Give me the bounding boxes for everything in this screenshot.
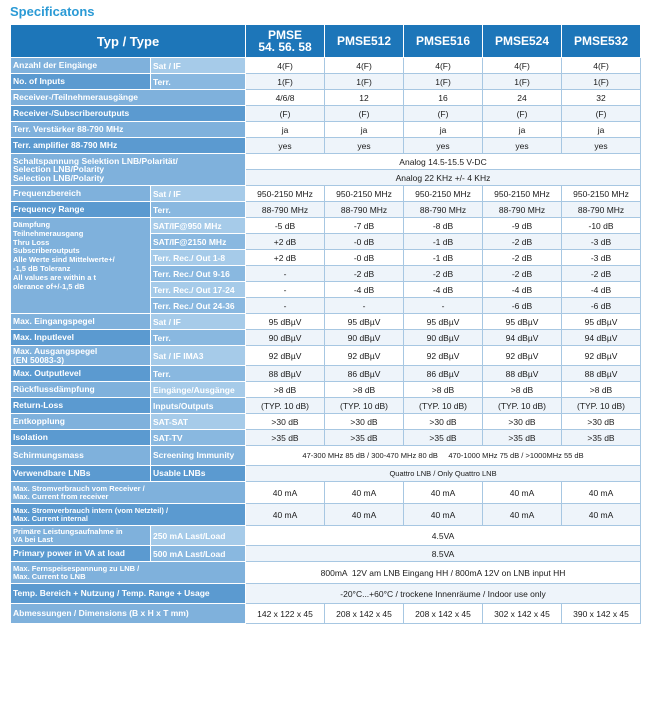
cell: (F) xyxy=(404,106,483,122)
header-row xyxy=(11,25,641,58)
row-label: Rückflussdämpfung xyxy=(11,382,151,398)
cell: 4(F) xyxy=(246,58,325,74)
cell: 92 dBµV xyxy=(246,346,325,366)
cell: 40 mA xyxy=(404,504,483,526)
row-label: Max. Fernspeisespannung zu LNB / Max. Current to LNB xyxy=(11,562,246,584)
row-sublabel: Sat / IF xyxy=(151,186,246,202)
cell: 4(F) xyxy=(562,58,641,74)
row-label: Isolation xyxy=(11,430,151,446)
row-label: Max. Inputlevel xyxy=(11,330,151,346)
cell: >30 dB xyxy=(246,414,325,430)
cell: >30 dB xyxy=(483,414,562,430)
cell: 92 dBµV xyxy=(325,346,404,366)
cell: 208 x 142 x 45 xyxy=(325,604,404,624)
table-row xyxy=(11,466,641,482)
cell: 95 dBµV xyxy=(246,314,325,330)
cell: 16 xyxy=(404,90,483,106)
row-label: Abmessungen / Dimensions (B x H x T mm) xyxy=(11,604,246,624)
cell: 302 x 142 x 45 xyxy=(483,604,562,624)
cell: -6 dB xyxy=(483,298,562,314)
cell: Analog 14.5-15.5 V-DC xyxy=(246,154,641,170)
row-sublabel: Sat / IF IMA3 xyxy=(151,346,246,366)
cell: - xyxy=(404,298,483,314)
cell: yes xyxy=(562,138,641,154)
cell: 40 mA xyxy=(562,482,641,504)
row-sublabel: Terr. Rec./ Out 24-36 xyxy=(151,298,246,314)
cell: 4.5VA xyxy=(246,526,641,546)
cell: -2 dB xyxy=(562,266,641,282)
cell: 40 mA xyxy=(325,504,404,526)
cell: 800mA 12V am LNB Eingang HH / 800mA 12V on LNB input HH xyxy=(246,562,641,584)
row-label: Schaltspannung Selektion LNB/Polarität/ Selection LNB/Polarity Selection LNB/Polarity xyxy=(11,154,246,186)
row-sublabel: SAT/IF@950 MHz xyxy=(151,218,246,234)
row-sublabel: Sat / IF xyxy=(151,58,246,74)
table-row xyxy=(11,382,641,398)
row-label: Receiver-/Subscriberoutputs xyxy=(11,106,246,122)
model-header-pmse: PMSE 54. 56. 58 xyxy=(246,25,325,58)
row-sublabel: 250 mA Last/Load xyxy=(151,526,246,546)
cell: >35 dB xyxy=(325,430,404,446)
cell: 4(F) xyxy=(404,58,483,74)
row-sublabel: Usable LNBs xyxy=(151,466,246,482)
table-row xyxy=(11,526,641,546)
cell: 12 xyxy=(325,90,404,106)
cell: 1(F) xyxy=(404,74,483,90)
row-label: Anzahl der Eingänge xyxy=(11,58,151,74)
cell: 88 dBµV xyxy=(483,366,562,382)
cell: >35 dB xyxy=(404,430,483,446)
table-row xyxy=(11,154,641,170)
table-row xyxy=(11,90,641,106)
model-header-pmse524: PMSE524 xyxy=(483,25,562,58)
model-header-pmse512: PMSE512 xyxy=(325,25,404,58)
model-header-pmse516: PMSE516 xyxy=(404,25,483,58)
row-sublabel: SAT-SAT xyxy=(151,414,246,430)
row-sublabel: Eingänge/Ausgänge xyxy=(151,382,246,398)
cell: 88-790 MHz xyxy=(246,202,325,218)
row-label: Terr. amplifier 88-790 MHz xyxy=(11,138,246,154)
cell: (TYP. 10 dB) xyxy=(562,398,641,414)
table-row xyxy=(11,446,641,466)
table-row xyxy=(11,562,641,584)
row-sublabel: Terr. Rec./ Out 9-16 xyxy=(151,266,246,282)
cell: -10 dB xyxy=(562,218,641,234)
cell: >8 dB xyxy=(325,382,404,398)
cell: 92 dBµV xyxy=(404,346,483,366)
cell: 88-790 MHz xyxy=(483,202,562,218)
row-label: Dämpfung Teilnehmerausgang Thru Loss Subscriberoutputs Alle Werte sind Mittelwerte+/ -1,5 dB Toleranz All values are within a t olerance of+/-1,5 dB xyxy=(11,218,151,314)
cell: ja xyxy=(246,122,325,138)
cell: 4/6/8 xyxy=(246,90,325,106)
cell: -1 dB xyxy=(404,250,483,266)
cell: 92 dBµV xyxy=(483,346,562,366)
cell: -6 dB xyxy=(562,298,641,314)
cell: -2 dB xyxy=(325,266,404,282)
cell: - xyxy=(325,298,404,314)
spec-table-container xyxy=(10,24,640,624)
cell: 88-790 MHz xyxy=(562,202,641,218)
cell: 95 dBµV xyxy=(562,314,641,330)
row-sublabel: SAT-TV xyxy=(151,430,246,446)
row-label: Return-Loss xyxy=(11,398,151,414)
table-row xyxy=(11,330,641,346)
cell: -0 dB xyxy=(325,234,404,250)
cell: 390 x 142 x 45 xyxy=(562,604,641,624)
cell: - xyxy=(246,282,325,298)
cell: - xyxy=(246,266,325,282)
cell: 92 dBµV xyxy=(562,346,641,366)
cell: 950-2150 MHz xyxy=(404,186,483,202)
row-label: Receiver-/Teilnehmerausgänge xyxy=(11,90,246,106)
cell: 94 dBµV xyxy=(483,330,562,346)
cell: ja xyxy=(404,122,483,138)
cell: +2 dB xyxy=(246,234,325,250)
cell: 90 dBµV xyxy=(325,330,404,346)
cell: 88 dBµV xyxy=(246,366,325,382)
cell: >8 dB xyxy=(562,382,641,398)
type-header: Typ / Type xyxy=(11,25,246,58)
cell: 47-300 MHz 85 dB / 300-470 MHz 80 dB 470-1000 MHz 75 dB / >1000MHz 55 dB xyxy=(246,446,641,466)
table-row xyxy=(11,314,641,330)
row-sublabel: Sat / IF xyxy=(151,314,246,330)
cell: yes xyxy=(483,138,562,154)
row-sublabel: Terr. Rec./ Out 17-24 xyxy=(151,282,246,298)
cell: yes xyxy=(325,138,404,154)
cell: 1(F) xyxy=(483,74,562,90)
cell: 88-790 MHz xyxy=(325,202,404,218)
cell: -2 dB xyxy=(483,266,562,282)
page-title: Specificatons xyxy=(10,4,95,19)
cell: -3 dB xyxy=(562,234,641,250)
table-row xyxy=(11,414,641,430)
cell: 95 dBµV xyxy=(483,314,562,330)
row-label: Frequenzbereich xyxy=(11,186,151,202)
cell: -20°C...+60°C / trockene Innenräume / Indoor use only xyxy=(246,584,641,604)
cell: yes xyxy=(404,138,483,154)
table-row xyxy=(11,74,641,90)
cell: 90 dBµV xyxy=(246,330,325,346)
row-sublabel: SAT/IF@2150 MHz xyxy=(151,234,246,250)
row-label: Frequency Range xyxy=(11,202,151,218)
row-label: Max. Outputlevel xyxy=(11,366,151,382)
row-sublabel: Screening Immunity xyxy=(151,446,246,466)
cell: Analog 22 KHz +/- 4 KHz xyxy=(246,170,641,186)
cell: 40 mA xyxy=(404,482,483,504)
table-row xyxy=(11,186,641,202)
cell: Quattro LNB / Only Quattro LNB xyxy=(246,466,641,482)
cell: -3 dB xyxy=(562,250,641,266)
cell: 40 mA xyxy=(562,504,641,526)
cell: 1(F) xyxy=(246,74,325,90)
cell: 94 dBµV xyxy=(562,330,641,346)
cell: 40 mA xyxy=(483,482,562,504)
cell: >35 dB xyxy=(562,430,641,446)
cell: >30 dB xyxy=(404,414,483,430)
cell: +2 dB xyxy=(246,250,325,266)
cell: >30 dB xyxy=(325,414,404,430)
cell: -9 dB xyxy=(483,218,562,234)
table-row xyxy=(11,584,641,604)
cell: -8 dB xyxy=(404,218,483,234)
cell: >30 dB xyxy=(562,414,641,430)
table-row xyxy=(11,604,641,624)
cell: -4 dB xyxy=(562,282,641,298)
row-sublabel: Terr. xyxy=(151,330,246,346)
cell: 86 dBµV xyxy=(404,366,483,382)
cell: yes xyxy=(246,138,325,154)
cell: 950-2150 MHz xyxy=(325,186,404,202)
cell: -4 dB xyxy=(325,282,404,298)
cell: -1 dB xyxy=(404,234,483,250)
table-row xyxy=(11,398,641,414)
row-label: Entkopplung xyxy=(11,414,151,430)
cell: (TYP. 10 dB) xyxy=(325,398,404,414)
cell: 208 x 142 x 45 xyxy=(404,604,483,624)
row-label: Primäre Leistungsaufnahme in VA bei Last xyxy=(11,526,151,546)
row-label: Max. Eingangspegel xyxy=(11,314,151,330)
cell: (F) xyxy=(246,106,325,122)
row-label: Max. Ausgangspegel (EN 50083-3) xyxy=(11,346,151,366)
cell: (F) xyxy=(325,106,404,122)
cell: 88 dBµV xyxy=(562,366,641,382)
cell: - xyxy=(246,298,325,314)
row-sublabel: Terr. xyxy=(151,366,246,382)
cell: 1(F) xyxy=(325,74,404,90)
table-row xyxy=(11,202,641,218)
cell: 86 dBµV xyxy=(325,366,404,382)
row-label: Max. Stromverbrauch intern (vom Netzteil) / Max. Current internal xyxy=(11,504,246,526)
cell: -4 dB xyxy=(404,282,483,298)
table-row xyxy=(11,138,641,154)
cell: 95 dBµV xyxy=(325,314,404,330)
cell: (TYP. 10 dB) xyxy=(246,398,325,414)
cell: (F) xyxy=(562,106,641,122)
cell: -4 dB xyxy=(483,282,562,298)
cell: -7 dB xyxy=(325,218,404,234)
row-label: Primary power in VA at load xyxy=(11,546,151,562)
row-label: Terr. Verstärker 88-790 MHz xyxy=(11,122,246,138)
row-label: Verwendbare LNBs xyxy=(11,466,151,482)
cell: -5 dB xyxy=(246,218,325,234)
table-row xyxy=(11,482,641,504)
cell: 4(F) xyxy=(325,58,404,74)
table-row xyxy=(11,58,641,74)
cell: (TYP. 10 dB) xyxy=(404,398,483,414)
cell: 40 mA xyxy=(246,504,325,526)
row-label: Max. Stromverbrauch vom Receiver / Max. Current from receiver xyxy=(11,482,246,504)
spec-table xyxy=(10,24,641,624)
cell: 90 dBµV xyxy=(404,330,483,346)
row-sublabel: Terr. Rec./ Out 1-8 xyxy=(151,250,246,266)
cell: ja xyxy=(483,122,562,138)
cell: 40 mA xyxy=(483,504,562,526)
cell: 32 xyxy=(562,90,641,106)
table-row xyxy=(11,430,641,446)
cell: 88-790 MHz xyxy=(404,202,483,218)
row-label: Temp. Bereich + Nutzung / Temp. Range + Usage xyxy=(11,584,246,604)
cell: -0 dB xyxy=(325,250,404,266)
row-sublabel: 500 mA Last/Load xyxy=(151,546,246,562)
cell: >8 dB xyxy=(483,382,562,398)
cell: -2 dB xyxy=(483,250,562,266)
table-row xyxy=(11,504,641,526)
cell: -2 dB xyxy=(483,234,562,250)
row-sublabel: Terr. xyxy=(151,74,246,90)
cell: (F) xyxy=(483,106,562,122)
table-row xyxy=(11,366,641,382)
table-row xyxy=(11,546,641,562)
row-sublabel: Inputs/Outputs xyxy=(151,398,246,414)
table-row xyxy=(11,106,641,122)
cell: >8 dB xyxy=(246,382,325,398)
cell: ja xyxy=(325,122,404,138)
row-label: Schirmungsmass xyxy=(11,446,151,466)
table-row xyxy=(11,218,641,234)
cell: 1(F) xyxy=(562,74,641,90)
table-row xyxy=(11,346,641,366)
cell: 24 xyxy=(483,90,562,106)
cell: ja xyxy=(562,122,641,138)
cell: >35 dB xyxy=(483,430,562,446)
row-sublabel: Terr. xyxy=(151,202,246,218)
row-label: No. of Inputs xyxy=(11,74,151,90)
cell: -2 dB xyxy=(404,266,483,282)
table-row xyxy=(11,122,641,138)
cell: >8 dB xyxy=(404,382,483,398)
cell: 142 x 122 x 45 xyxy=(246,604,325,624)
cell: (TYP. 10 dB) xyxy=(483,398,562,414)
cell: 95 dBµV xyxy=(404,314,483,330)
cell: 8.5VA xyxy=(246,546,641,562)
cell: 40 mA xyxy=(325,482,404,504)
cell: 40 mA xyxy=(246,482,325,504)
cell: 4(F) xyxy=(483,58,562,74)
cell: 950-2150 MHz xyxy=(483,186,562,202)
cell: 950-2150 MHz xyxy=(562,186,641,202)
cell: >35 dB xyxy=(246,430,325,446)
cell: 950-2150 MHz xyxy=(246,186,325,202)
model-header-pmse532: PMSE532 xyxy=(562,25,641,58)
